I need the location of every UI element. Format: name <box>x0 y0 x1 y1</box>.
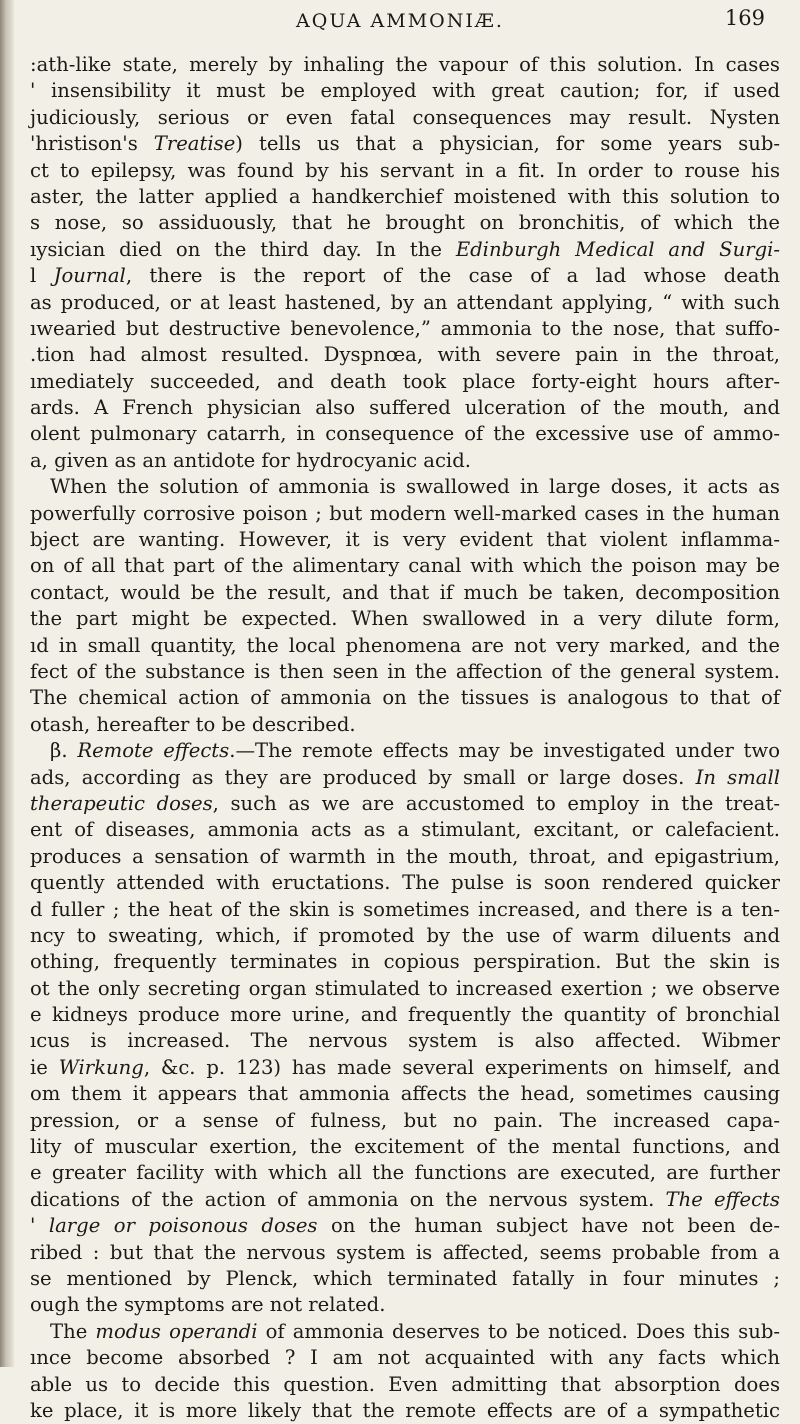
text-line: ent of diseases, ammonia acts as a stimulant, excitant, or calefacient. <box>30 818 780 842</box>
text-line: ncy to sweating, which, if promoted by the use of warm diluents and <box>30 923 780 947</box>
text-line: aster, the latter applied a handkerchief moistened with this solution to <box>30 184 780 208</box>
text-line: ımediately succeeded, and death took place forty-eight hours after- <box>30 369 780 393</box>
text-line: :ath-like state, merely by inhaling the vapour of this solution. In cases <box>30 53 780 76</box>
text-line: ' large or poisonous doses on the human subject have not been de- <box>30 1214 780 1238</box>
text-line: therapeutic doses, such as we are accustomed to employ in the treat- <box>30 791 780 815</box>
text-line: ough the symptoms are not related. <box>30 1293 386 1317</box>
text-line: ıwearied but destructive benevolence,” ammonia to the nose, that suffo- <box>30 316 780 340</box>
text-line: l Journal, there is the report of the case of a lad whose death <box>30 264 780 288</box>
text-line: .tion had almost resulted. Dyspnœa, with severe pain in the throat, <box>30 343 780 367</box>
text-line: ot the only secreting organ stimulated to increased exertion ; we observe <box>30 976 780 1000</box>
text-line: the part might be expected. When swallowed in a very dilute form, <box>30 607 780 631</box>
text-line: s nose, so assiduously, that he brought on bronchitis, of which the <box>30 211 780 235</box>
text-line: om them it appears that ammonia affects the head, sometimes causing <box>30 1082 780 1106</box>
text-line: on of all that part of the alimentary canal with which the poison may be <box>30 554 780 578</box>
text-line: produces a sensation of warmth in the mouth, throat, and epigastrium, <box>30 844 780 868</box>
text-line: se mentioned by Plenck, which terminated fatally in four minutes ; <box>30 1266 780 1290</box>
text-line: e kidneys produce more urine, and frequently the quantity of bronchial <box>30 1003 780 1027</box>
body-text <box>30 52 780 1424</box>
text-line: ıcus is increased. The nervous system is also affected. Wibmer <box>30 1029 780 1053</box>
text-line: pression, or a sense of fulness, but no pain. The increased capa- <box>30 1108 780 1132</box>
text-line: powerfully corrosive poison ; but modern well-marked cases in the human <box>30 501 780 525</box>
text-line: fect of the substance is then seen in the affection of the general system. <box>30 659 780 683</box>
text-line: able us to decide this question. Even admitting that absorption does <box>30 1372 780 1396</box>
text-line: ınce become absorbed ? I am not acquainted with any facts which <box>30 1346 780 1370</box>
text-line: as produced, or at least hastened, by an attendant applying, “ with such <box>30 290 780 314</box>
text-line: ' insensibility it must be employed with great caution; for, if used <box>30 79 780 103</box>
page-header <box>30 2 770 38</box>
text-line: 'hristison's Treatise) tells us that a physician, for some years sub- <box>30 132 780 156</box>
text-line: The chemical action of ammonia on the tissues is analogous to that of <box>30 686 780 710</box>
text-line: e greater facility with which all the functions are executed, are further <box>30 1161 780 1185</box>
text-line: d fuller ; the heat of the skin is sometimes increased, and there is a ten- <box>30 897 780 921</box>
text-line: contact, would be the result, and that if much be taken, decomposition <box>30 580 780 604</box>
text-line: quently attended with eructations. The pulse is soon rendered quicker <box>30 871 780 895</box>
text-line: olent pulmonary catarrh, in consequence of the excessive use of ammo- <box>30 422 780 446</box>
text-line: othing, frequently terminates in copious perspiration. But the skin is <box>30 950 780 974</box>
text-line: a, given as an antidote for hydrocyanic acid. <box>30 448 471 472</box>
text-line: judiciously, serious or even fatal consequences may result. Nysten <box>30 105 780 129</box>
text-line: ıysician died on the third day. In the Edinburgh Medical and Surgi- <box>30 237 780 261</box>
running-title: AQUA AMMONIÆ. <box>296 10 504 32</box>
text-line: When the solution of ammonia is swallowed in large doses, it acts as <box>50 475 780 499</box>
text-line: lity of muscular exertion, the excitement of the mental functions, and <box>30 1135 780 1159</box>
text-line: otash, hereafter to be described. <box>30 712 356 736</box>
text-line: ie Wirkung, &c. p. 123) has made several experiments on himself, and <box>30 1055 780 1079</box>
text-line: ards. A French physician also suffered ulceration of the mouth, and <box>30 396 780 420</box>
page-gutter-shadow <box>0 0 14 1367</box>
text-line: bject are wanting. However, it is very evident that violent inflamma- <box>30 528 780 552</box>
text-line: β. Remote effects.—The remote effects may be investigated under two <box>50 739 780 763</box>
text-line: dications of the action of ammonia on the nervous system. The effects <box>30 1187 780 1211</box>
text-line: ribed : but that the nervous system is affected, seems probable from a <box>30 1240 780 1264</box>
text-line: ıd in small quantity, the local phenomena are not very marked, and the <box>30 633 780 657</box>
text-line: The modus operandi of ammonia deserves to be noticed. Does this sub- <box>50 1319 781 1343</box>
text-line: ke place, it is more likely that the remote effects are of a sympathetic <box>30 1398 780 1422</box>
text-line: ads, according as they are produced by small or large doses. In small <box>30 765 781 789</box>
text-line: ct to epilepsy, was found by his servant in a fit. In order to rouse his <box>30 158 780 182</box>
page-number: 169 <box>724 6 765 30</box>
